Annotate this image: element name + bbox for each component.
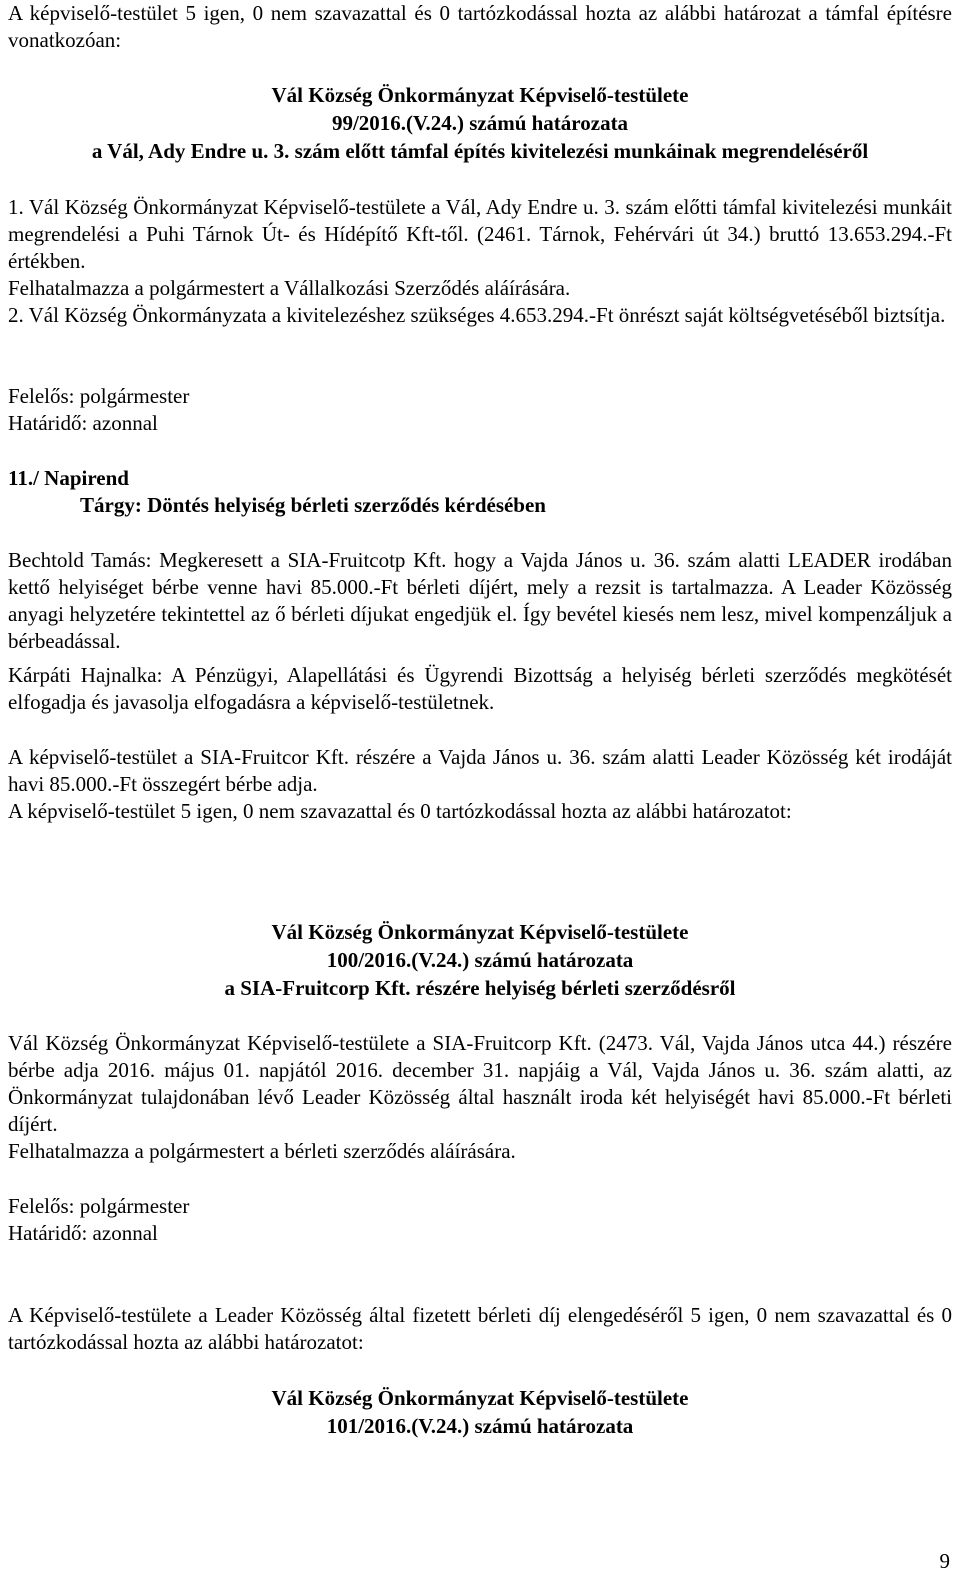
agenda-number: 11./ Napirend [8, 466, 129, 490]
resolution-100-number: 100/2016.(V.24.) számú határozata [326, 948, 634, 972]
resolution-99-body-title: Vál Község Önkormányzat Képviselő-testülete [271, 83, 689, 107]
deadline: Határidő: azonnal [8, 1221, 158, 1245]
resolution-99-subject: a Vál, Ady Endre u. 3. szám előtt támfal építés kivitelezési munkáinak megrendeléséről [91, 139, 869, 163]
resolution-99-item-1: 1. Vál Község Önkormányzat Képviselő-testülete a Vál, Ady Endre u. 3. szám előtti támfal kivitelezési munkáit megrendelési a Puhi Tárnok Út- és Hídépítő Kft-től. (2461. Tárnok, Fehérvári út 34.) bruttó 13.653.294.-Ft értékben. [8, 195, 952, 273]
vote-intro-paragraph: A képviselő-testület 5 igen, 0 nem szavazattal és 0 tartózkodással hozta az alábbi határozatot: [8, 799, 792, 823]
bechtold-statement: Bechtold Tamás: Megkeresett a SIA-Fruitcotp Kft. hogy a Vajda János u. 36. szám alatti LEADER irodában kettő helyiséget bérbe venne havi 85.000.-Ft bérleti díjért, mely a rezsit is tartalmazza. A Leader Közösség anyagi helyzetére tekintettel az ő bérleti díjukat engedjük el. Így bevétel kiesés nem lesz, mivel kompenzáljuk a bérbeadással. [8, 548, 952, 653]
responsible-person: Felelős: polgármester [8, 1194, 190, 1218]
resolution-101-body-title: Vál Község Önkormányzat Képviselő-testülete [271, 1386, 689, 1410]
resolution-99-authorization: Felhatalmazza a polgármestert a Vállalkozási Szerződés aláírására. [8, 276, 571, 300]
resolution-100-authorization: Felhatalmazza a polgármestert a bérleti szerződés aláírására. [8, 1139, 516, 1163]
decision-paragraph: A képviselő-testület a SIA-Fruitcor Kft. részére a Vajda János u. 36. szám alatti Leader Közösség két irodáját havi 85.000.-Ft összegért bérbe adja. [8, 745, 952, 796]
resolution-99-number: 99/2016.(V.24.) számú határozata [331, 111, 629, 135]
resolution-100-body-title: Vál Község Önkormányzat Képviselő-testülete [271, 920, 689, 944]
resolution-100-text: Vál Község Önkormányzat Képviselő-testülete a SIA-Fruitcorp Kft. (2473. Vál, Vajda János utca 44.) részére bérbe adja 2016. május 01. napjától 2016. december 31. napjáig a Vál, Vajda János u. 36. szám alatti, az Önkormányzat tulajdonában lévő Leader Közösség által használt iroda két helyiségét havi 85.000.-Ft bérleti díjért. [8, 1031, 952, 1136]
responsible-person: Felelős: polgármester [8, 384, 190, 408]
resolution-100-subject: a SIA-Fruitcorp Kft. részére helyiség bérleti szerződésről [224, 976, 736, 1000]
agenda-subject: Tárgy: Döntés helyiség bérleti szerződés kérdésében [80, 493, 546, 517]
vote-intro-paragraph: A Képviselő-testülete a Leader Közösség által fizetett bérleti díj elengedéséről 5 igen, 0 nem szavazattal és 0 tartózkodással hozta az alábbi határozatot: [8, 1303, 952, 1354]
deadline: Határidő: azonnal [8, 411, 158, 435]
karpati-statement: Kárpáti Hajnalka: A Pénzügyi, Alapellátási és Ügyrendi Bizottság a helyiség bérleti szerződés megkötését elfogadja és javasolja elfogadásra a képviselő-testületnek. [8, 663, 952, 714]
resolution-99-item-2: 2. Vál Község Önkormányzata a kivitelezéshez szükséges 4.653.294.-Ft önrészt saját költségvetéséből biztsítja. [8, 303, 946, 327]
resolution-101-number: 101/2016.(V.24.) számú határozata [326, 1414, 634, 1438]
vote-intro-paragraph: A képviselő-testület 5 igen, 0 nem szavazattal és 0 tartózkodással hozta az alábbi határozat a támfal építésre vonatkozóan: [8, 1, 952, 52]
page-number: 9 [939, 1549, 950, 1573]
